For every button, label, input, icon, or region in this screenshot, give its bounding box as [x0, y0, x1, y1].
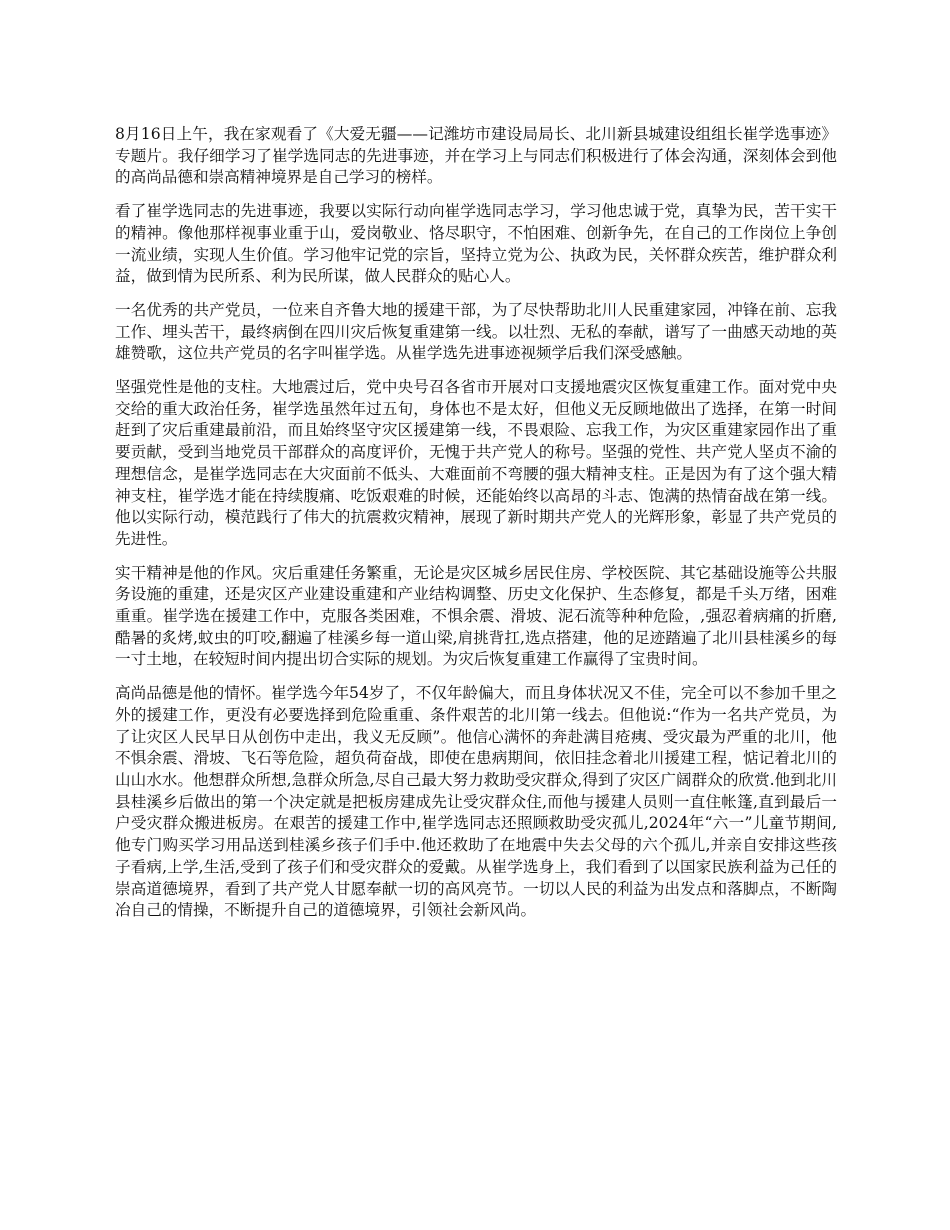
- paragraph-party-member: 一名优秀的共产党员，一位来自齐鲁大地的援建干部，为了尽快帮助北川人民重建家园，冲锋在前、忘我工作、埋头苦干，最终病倒在四川灾后恢复重建第一线。以壮烈、无私的奉献，谱写了一曲感天动地的英雄赞歌，这位共产党员的名字叫崔学选。从崔学选先进事迹视频学后我们深受感触。: [115, 300, 837, 363]
- paragraph-party-spirit: 坚强党性是他的支柱。大地震过后，党中央号召各省市开展对口支援地震灾区恢复重建工作。面对党中央交给的重大政治任务，崔学选虽然年过五旬，身体也不是太好，但他义无反顾地做出了选择，在第一时间赶到了灾后重建最前沿，而且始终坚守灾区援建第一线，不畏艰险、忘我工作，为灾区重建家园作出了重要贡献，受到当地党员干部群众的高度评价，无愧于共产党人的称号。坚强的党性、共产党人坚贞不渝的理想信念，是崔学选同志在大灾面前不低头、大难面前不弯腰的强大精神支柱。正是因为有了这个强大精神支柱，崔学选才能在持续腹痛、吃饭艰难的时候，还能始终以高昂的斗志、饱满的热情奋战在第一线。他以实际行动，模范践行了伟大的抗震救灾精神，展现了新时期共产党人的光辉形象，彰显了共产党员的先进性。: [115, 378, 837, 548]
- paragraph-intro: 8月16日上午，我在家观看了《大爱无疆——记潍坊市建设局局长、北川新县城建设组组长崔学选事迹》专题片。我仔细学习了崔学选同志的先进事迹，并在学习上与同志们积极进行了体会沟通，深刻体会到他的高尚品德和崇高精神境界是自己学习的榜样。: [115, 125, 837, 187]
- paragraph-practical-spirit: 实干精神是他的作风。灾后重建任务繁重，无论是灾区城乡居民住房、学校医院、其它基础设施等公共服务设施的重建，还是灾区产业建设重建和产业结构调整、历史文化保护、生态修复，都是千头万绪，困难重重。崔学选在援建工作中，克服各类困难，不惧余震、滑坡、泥石流等种种危险，,强忍着病痛的折磨,酷暑的炙烤,蚊虫的叮咬,翻遍了桂溪乡每一道山梁,肩挑背扛,选点搭建，他的足迹踏遍了北川县桂溪乡的每一寸土地，在较短时间内提出切合实际的规划。为灾后恢复重建工作赢得了宝贵时间。: [115, 563, 837, 669]
- paragraph-moral-character: 高尚品德是他的情怀。崔学选今年54岁了，不仅年龄偏大，而且身体状况又不佳，完全可以不参加千里之外的援建工作，更没有必要选择到危险重重、条件艰苦的北川第一线去。但他说:“作为一名共产党员，为了让灾区人民早日从创伤中走出，我义无反顾”。他信心满怀的奔赴满目疮痍、受灾最为严重的北川，他不惧余震、滑坡、飞石等危险，超负荷奋战，即使在患病期间，依旧挂念着北川援建工程，惦记着北川的山山水水。他想群众所想,急群众所急,尽自己最大努力救助受灾群众,得到了灾区广阔群众的欣赏.他到北川县桂溪乡后做出的第一个决定就是把板房建成先让受灾群众住,而他与援建人员则一直住帐篷,直到最后一户受灾群众搬进板房。在艰苦的援建工作中,崔学选同志还照顾救助受灾孤儿,2024年“六一”儿童节期间,他专门购买学习用品送到桂溪乡孩子们手中.他还救助了在地震中失去父母的六个孤儿,并亲自安排这些孩子看病,上学,生活,受到了孩子们和受灾群众的爱戴。从崔学选身上，我们看到了以国家民族利益为己任的崇高道德境界，看到了共产党人甘愿奉献一切的高风亮节。一切以人民的利益为出发点和落脚点，不断陶冶自己的情操，不断提升自己的道德境界，引领社会新风尚。: [115, 684, 837, 920]
- paragraph-learning: 看了崔学选同志的先进事迹，我要以实际行动向崔学选同志学习，学习他忠诚于党，真挚为民，苦干实干的精神。像他那样视事业重于山，爱岗敬业、恪尽职守，不怕困难、创新争先，在自己的工作岗位上争创一流业绩，实现人生价值。学习他牢记党的宗旨，坚持立党为公、执政为民，关怀群众疾苦，维护群众利益，做到情为民所系、利为民所谋，做人民群众的贴心人。: [115, 202, 837, 286]
- document-body: [115, 124, 837, 934]
